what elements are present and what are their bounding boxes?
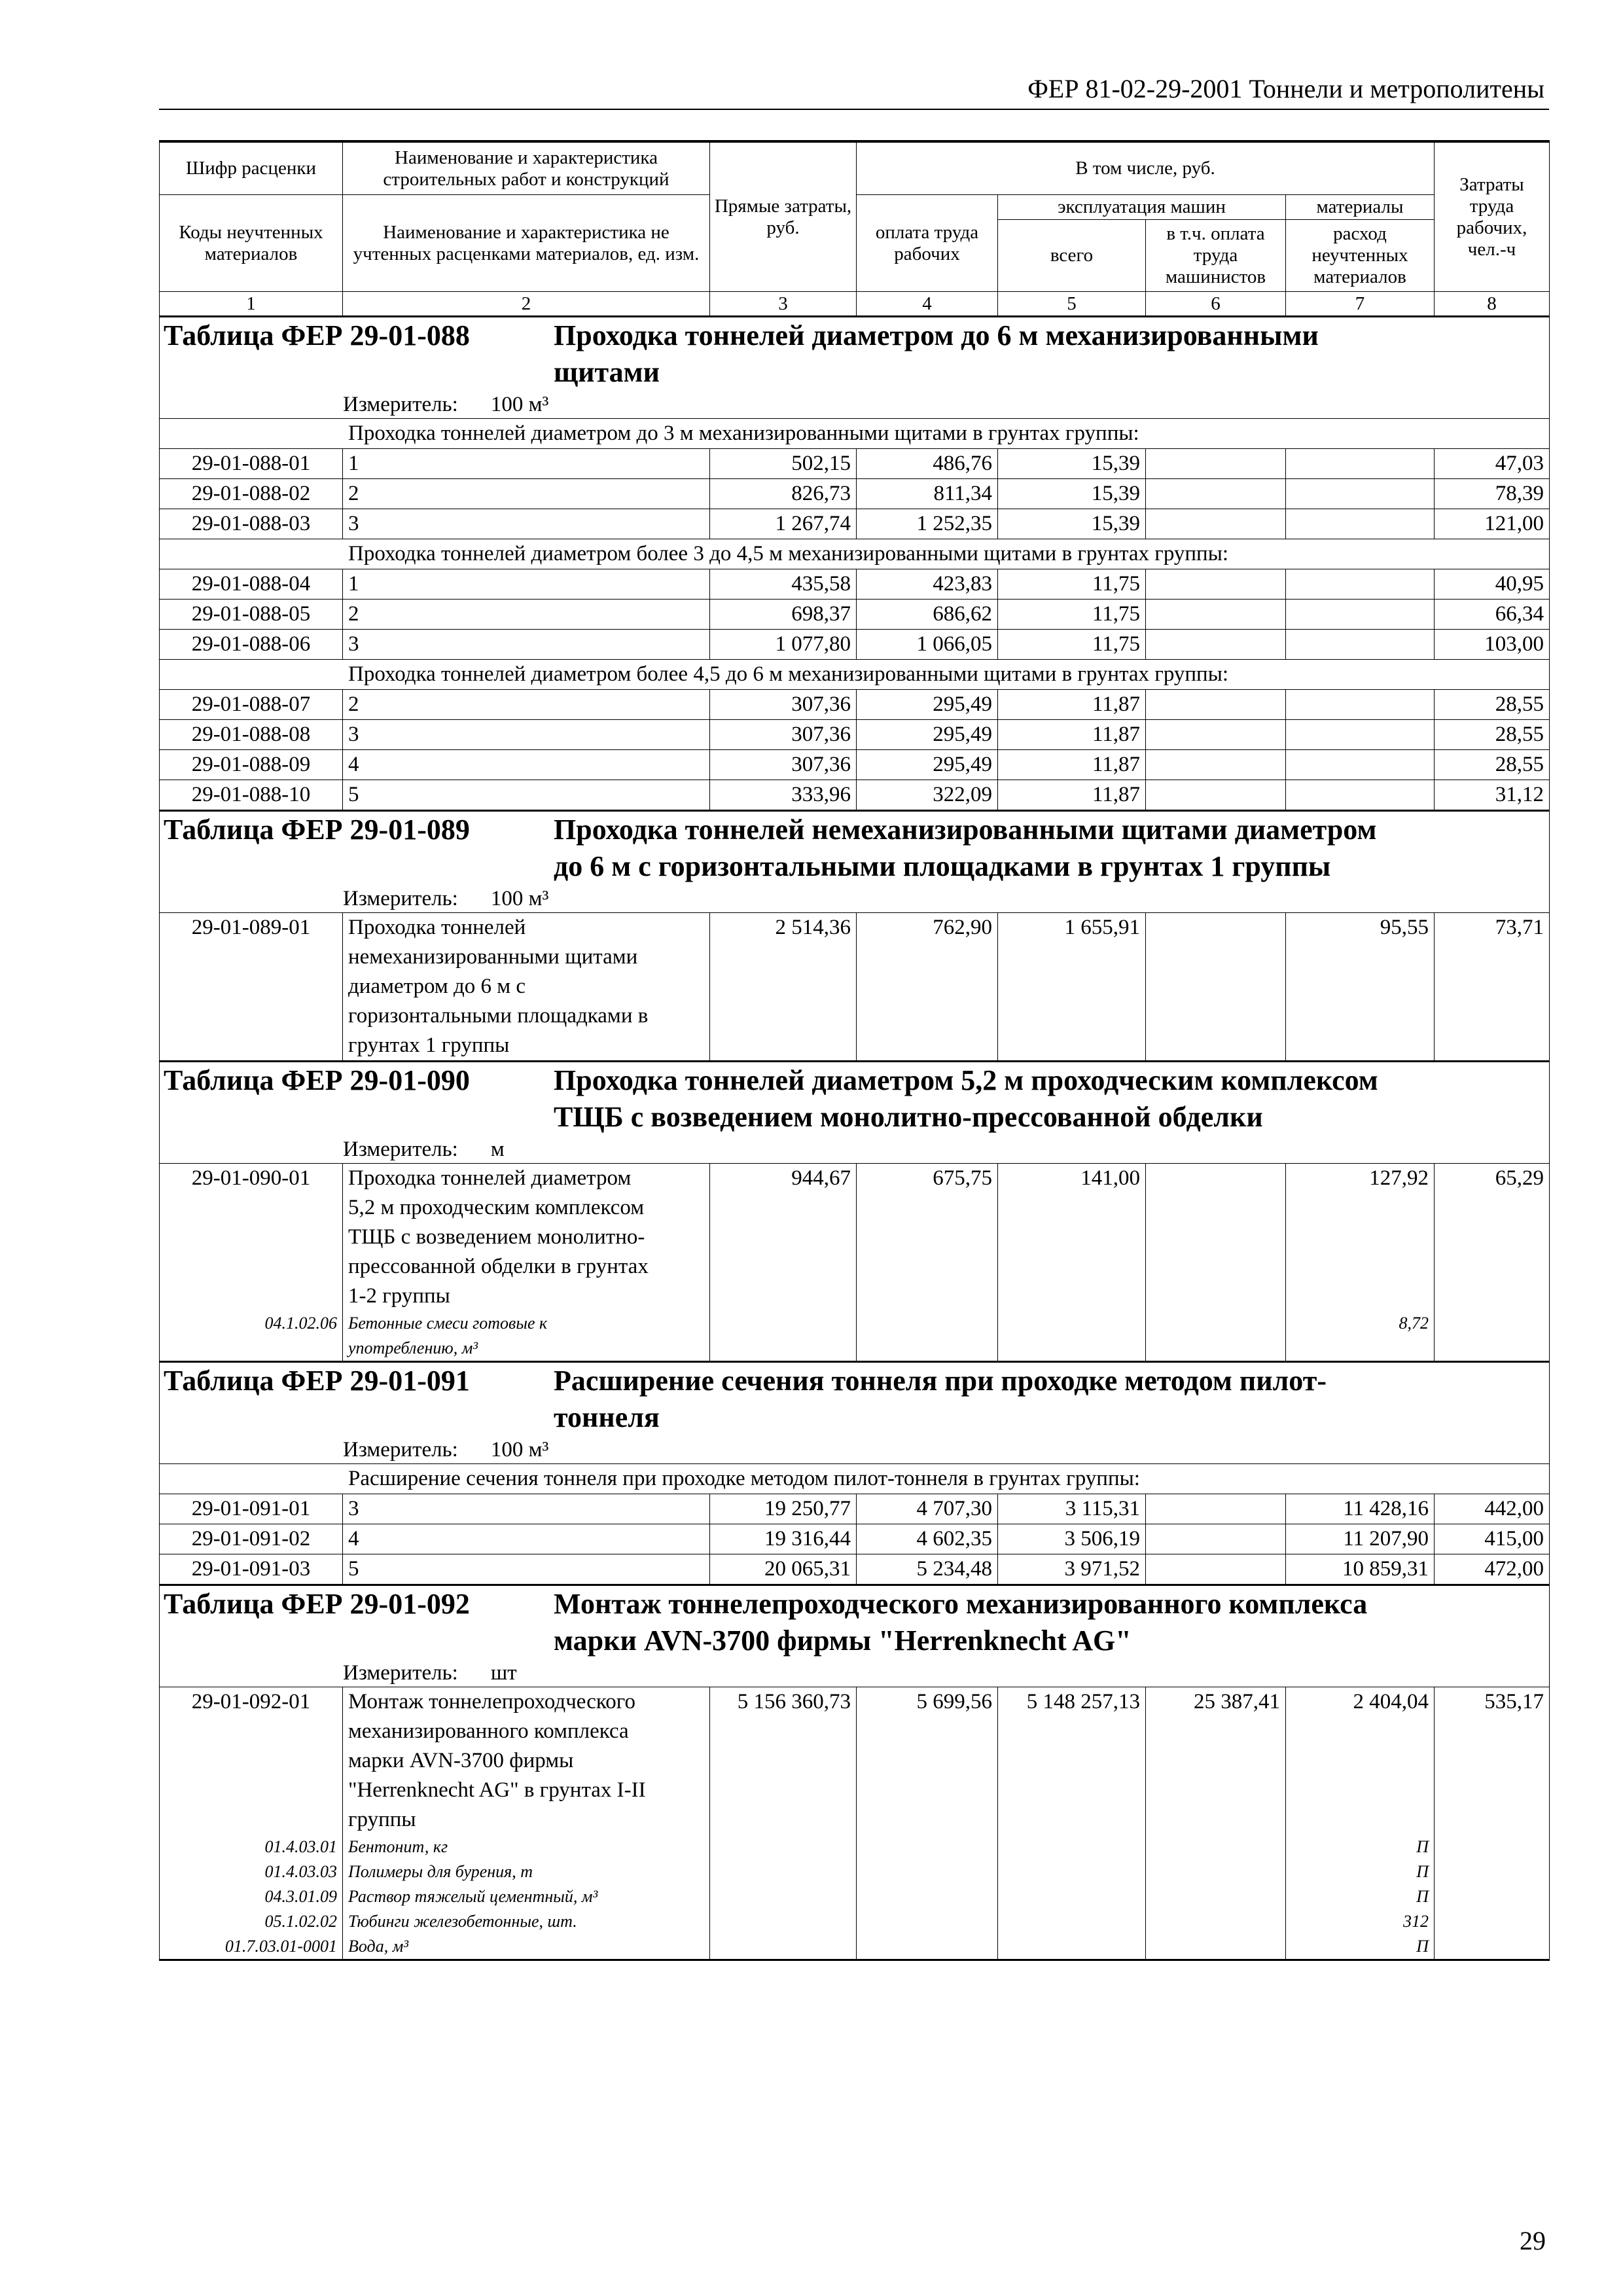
labor-hours: 40,95 <box>1435 569 1550 600</box>
column-number: 7 <box>1286 292 1435 317</box>
labor-pay: 295,49 <box>857 690 998 720</box>
direct-costs: 1 077,80 <box>710 630 857 660</box>
section-title-row <box>160 1585 1550 1687</box>
page-number: 29 <box>1520 2226 1546 2255</box>
subgroup-text: Проходка тоннелей диаметром до 3 м механизированными щитами в грунтах группы: <box>160 419 1550 449</box>
material-code: 01.4.03.01 <box>160 1835 343 1859</box>
column-number: 2 <box>343 292 710 317</box>
rate-code: 29-01-088-10 <box>160 780 343 811</box>
rate-code: 29-01-091-01 <box>160 1494 343 1524</box>
material-code: 04.3.01.09 <box>160 1884 343 1909</box>
table-title: Монтаж тоннелепроходческого механизированного комплекса марки AVN-3700 фирмы "Herrenknecht AG" <box>554 1588 1368 1657</box>
rate-code: 29-01-088-03 <box>160 509 343 539</box>
empty-cell <box>857 1909 998 1934</box>
empty-cell <box>710 1909 857 1934</box>
rate-code: 29-01-088-04 <box>160 569 343 600</box>
material-name: Бетонные смеси готовые к употреблению, м³ <box>343 1311 710 1362</box>
work-name: 5 <box>343 1554 710 1585</box>
measure-line <box>343 1659 1549 1687</box>
machinist-pay <box>1146 1554 1286 1585</box>
labor-hours: 121,00 <box>1435 509 1550 539</box>
labor-pay: 322,09 <box>857 780 998 811</box>
rate-code: 29-01-088-09 <box>160 750 343 780</box>
empty-cell <box>1146 1835 1286 1859</box>
running-head: ФЕР 81-02-29-2001 Тоннели и метрополитены <box>1027 74 1544 103</box>
labor-hours: 65,29 <box>1435 1164 1550 1312</box>
table-code: Таблица ФЕР 29-01-088 <box>164 319 470 351</box>
empty-cell <box>998 1859 1146 1884</box>
header-col4: оплата труда рабочих <box>857 195 998 292</box>
rate-code: 29-01-088-01 <box>160 449 343 479</box>
material-consumption: 312 <box>1286 1909 1435 1934</box>
header-rule <box>159 109 1549 110</box>
empty-cell <box>998 1835 1146 1859</box>
subgroup-text: Проходка тоннелей диаметром более 3 до 4,5 м механизированными щитами в грунтах группы: <box>160 539 1550 569</box>
machinist-pay <box>1146 1524 1286 1554</box>
material-name: Бентонит, кг <box>343 1835 710 1859</box>
empty-cell <box>857 1859 998 1884</box>
empty-cell <box>857 1835 998 1859</box>
work-name: Монтаж тоннелепроходческого механизированного комплекса марки AVN-3700 фирмы "Herrenknecht AG" в грунтах I-II группы <box>343 1687 710 1835</box>
machinist-pay <box>1146 630 1286 660</box>
header-row <box>160 141 1550 195</box>
machines-total: 11,75 <box>998 569 1146 600</box>
work-name: 3 <box>343 509 710 539</box>
table-code: Таблица ФЕР 29-01-091 <box>164 1365 470 1397</box>
direct-costs: 698,37 <box>710 600 857 630</box>
labor-hours: 47,03 <box>1435 449 1550 479</box>
materials-cost <box>1286 720 1435 750</box>
price-table <box>159 140 1550 1961</box>
section-title-row <box>160 1062 1550 1164</box>
material-consumption: П <box>1286 1934 1435 1960</box>
materials-cost <box>1286 569 1435 600</box>
direct-costs: 435,58 <box>710 569 857 600</box>
direct-costs: 944,67 <box>710 1164 857 1312</box>
labor-pay: 1 066,05 <box>857 630 998 660</box>
section-title <box>160 1363 1549 1463</box>
labor-pay: 486,76 <box>857 449 998 479</box>
header-col1-bottom: Коды неучтенных материалов <box>160 195 343 292</box>
section-title <box>160 1586 1549 1687</box>
rate-code: 29-01-091-03 <box>160 1554 343 1585</box>
materials-cost: 95,55 <box>1286 913 1435 1062</box>
material-row <box>160 1835 1550 1859</box>
machines-total: 11,87 <box>998 750 1146 780</box>
measure-label: Измеритель: <box>343 1138 458 1161</box>
header-col1-top: Шифр расценки <box>160 141 343 195</box>
work-name: 4 <box>343 1524 710 1554</box>
empty-cell <box>1146 1909 1286 1934</box>
materials-cost <box>1286 690 1435 720</box>
work-name: 3 <box>343 1494 710 1524</box>
empty-cell <box>1435 1835 1550 1859</box>
direct-costs: 19 250,77 <box>710 1494 857 1524</box>
subgroup-text: Расширение сечения тоннеля при проходке методом пилот-тоннеля в грунтах группы: <box>160 1464 1550 1494</box>
empty-cell <box>710 1934 857 1960</box>
labor-hours: 415,00 <box>1435 1524 1550 1554</box>
machinist-pay <box>1146 690 1286 720</box>
labor-pay: 295,49 <box>857 720 998 750</box>
material-row <box>160 1859 1550 1884</box>
table-title: Проходка тоннелей немеханизированными щитами диаметром до 6 м с горизонтальными площадками в грунтах 1 группы <box>554 814 1377 882</box>
material-name: Тюбинги железобетонные, шт. <box>343 1909 710 1934</box>
machines-total: 15,39 <box>998 509 1146 539</box>
header-col6: в т.ч. оплата труда машинистов <box>1146 220 1286 292</box>
materials-cost <box>1286 449 1435 479</box>
machines-total: 11,87 <box>998 690 1146 720</box>
material-row <box>160 1909 1550 1934</box>
labor-pay: 295,49 <box>857 750 998 780</box>
column-number: 8 <box>1435 292 1550 317</box>
material-code: 01.7.03.01-0001 <box>160 1934 343 1960</box>
rate-code: 29-01-091-02 <box>160 1524 343 1554</box>
machinist-pay: 25 387,41 <box>1146 1687 1286 1835</box>
work-name: 2 <box>343 600 710 630</box>
measure-label: Измеритель: <box>343 1661 458 1685</box>
work-name: 2 <box>343 479 710 509</box>
empty-cell <box>1146 1884 1286 1909</box>
section-title-cell <box>160 1362 1550 1464</box>
table-row <box>160 720 1550 750</box>
table-row <box>160 1687 1550 1835</box>
work-name: 1 <box>343 569 710 600</box>
machines-total: 11,87 <box>998 780 1146 811</box>
rate-code: 29-01-088-02 <box>160 479 343 509</box>
rate-code: 29-01-088-08 <box>160 720 343 750</box>
table-title: Проходка тоннелей диаметром до 6 м механизированными щитами <box>554 319 1319 388</box>
labor-hours: 73,71 <box>1435 913 1550 1062</box>
materials-cost: 10 859,31 <box>1286 1554 1435 1585</box>
table-row <box>160 1554 1550 1585</box>
labor-pay: 811,34 <box>857 479 998 509</box>
section-title-row <box>160 811 1550 913</box>
empty-cell <box>710 1835 857 1859</box>
measure-label: Измеритель: <box>343 887 458 910</box>
machinist-pay <box>1146 600 1286 630</box>
material-name: Полимеры для бурения, т <box>343 1859 710 1884</box>
measure-line <box>343 1436 1549 1463</box>
materials-cost <box>1286 479 1435 509</box>
empty-cell <box>1435 1859 1550 1884</box>
materials-cost: 2 404,04 <box>1286 1687 1435 1835</box>
machines-total: 5 148 257,13 <box>998 1687 1146 1835</box>
direct-costs: 20 065,31 <box>710 1554 857 1585</box>
labor-pay: 5 699,56 <box>857 1687 998 1835</box>
table-row <box>160 750 1550 780</box>
empty-cell <box>1435 1311 1550 1362</box>
labor-hours: 28,55 <box>1435 690 1550 720</box>
material-code: 04.1.02.06 <box>160 1311 343 1362</box>
table-row <box>160 780 1550 811</box>
machines-total: 1 655,91 <box>998 913 1146 1062</box>
labor-pay: 4 707,30 <box>857 1494 998 1524</box>
machines-total: 11,75 <box>998 600 1146 630</box>
subgroup-row <box>160 660 1550 690</box>
table-row <box>160 1494 1550 1524</box>
table-row <box>160 509 1550 539</box>
labor-pay: 4 602,35 <box>857 1524 998 1554</box>
rate-code: 29-01-088-06 <box>160 630 343 660</box>
material-code: 01.4.03.03 <box>160 1859 343 1884</box>
machinist-pay <box>1146 913 1286 1062</box>
work-name: 5 <box>343 780 710 811</box>
machinist-pay <box>1146 780 1286 811</box>
work-name: 1 <box>343 449 710 479</box>
empty-cell <box>998 1884 1146 1909</box>
rate-code: 29-01-090-01 <box>160 1164 343 1312</box>
labor-hours: 442,00 <box>1435 1494 1550 1524</box>
machinist-pay <box>1146 750 1286 780</box>
direct-costs: 307,36 <box>710 750 857 780</box>
materials-cost: 127,92 <box>1286 1164 1435 1312</box>
machines-total: 15,39 <box>998 479 1146 509</box>
direct-costs: 1 267,74 <box>710 509 857 539</box>
work-name: Проходка тоннелей немеханизированными щитами диаметром до 6 м с горизонтальными площадками в грунтах 1 группы <box>343 913 710 1062</box>
empty-cell <box>710 1859 857 1884</box>
measure-line <box>343 885 1549 912</box>
measure-line <box>343 391 1549 418</box>
materials-cost: 11 207,90 <box>1286 1524 1435 1554</box>
subgroup-row <box>160 419 1550 449</box>
materials-cost <box>1286 509 1435 539</box>
empty-cell <box>1146 1311 1286 1362</box>
machines-total: 15,39 <box>998 449 1146 479</box>
column-number: 1 <box>160 292 343 317</box>
labor-hours: 472,00 <box>1435 1554 1550 1585</box>
section-title <box>160 317 1549 418</box>
labor-hours: 535,17 <box>1435 1687 1550 1835</box>
machines-total: 11,75 <box>998 630 1146 660</box>
labor-hours: 28,55 <box>1435 750 1550 780</box>
work-name: 3 <box>343 630 710 660</box>
material-code: 05.1.02.02 <box>160 1909 343 1934</box>
rate-code: 29-01-088-05 <box>160 600 343 630</box>
table-code: Таблица ФЕР 29-01-089 <box>164 814 470 846</box>
material-name: Раствор тяжелый цементный, м³ <box>343 1884 710 1909</box>
materials-cost <box>1286 630 1435 660</box>
column-number: 4 <box>857 292 998 317</box>
labor-pay: 686,62 <box>857 600 998 630</box>
material-row <box>160 1884 1550 1909</box>
measure-unit: 100 м³ <box>490 393 549 416</box>
table-code: Таблица ФЕР 29-01-090 <box>164 1064 470 1096</box>
table-row <box>160 600 1550 630</box>
direct-costs: 5 156 360,73 <box>710 1687 857 1835</box>
measure-label: Измеритель: <box>343 393 458 416</box>
empty-cell <box>1435 1884 1550 1909</box>
work-name: 2 <box>343 690 710 720</box>
measure-line <box>343 1136 1549 1163</box>
header-col2-bottom: Наименование и характеристика не учтенных расценками материалов, ед. изм. <box>343 195 710 292</box>
material-name: Вода, м³ <box>343 1934 710 1960</box>
empty-cell <box>998 1934 1146 1960</box>
header-col5: всего <box>998 220 1146 292</box>
column-number: 5 <box>998 292 1146 317</box>
material-consumption: П <box>1286 1859 1435 1884</box>
labor-pay: 423,83 <box>857 569 998 600</box>
section-title-cell <box>160 317 1550 419</box>
column-numbers-row <box>160 292 1550 317</box>
direct-costs: 2 514,36 <box>710 913 857 1062</box>
table-row <box>160 690 1550 720</box>
measure-unit: шт <box>490 1661 517 1685</box>
machinist-pay <box>1146 1164 1286 1312</box>
section-title-row <box>160 1362 1550 1464</box>
direct-costs: 333,96 <box>710 780 857 811</box>
empty-cell <box>1146 1859 1286 1884</box>
section-title-cell <box>160 1585 1550 1687</box>
subgroup-row <box>160 539 1550 569</box>
materials-cost <box>1286 750 1435 780</box>
labor-hours: 103,00 <box>1435 630 1550 660</box>
machinist-pay <box>1146 449 1286 479</box>
machines-total: 3 506,19 <box>998 1524 1146 1554</box>
direct-costs: 826,73 <box>710 479 857 509</box>
material-row <box>160 1311 1550 1362</box>
empty-cell <box>710 1311 857 1362</box>
rate-code: 29-01-089-01 <box>160 913 343 1062</box>
measure-unit: 100 м³ <box>490 1438 549 1462</box>
header-col8: Затраты труда рабочих, чел.-ч <box>1435 141 1550 292</box>
direct-costs: 502,15 <box>710 449 857 479</box>
labor-pay: 1 252,35 <box>857 509 998 539</box>
section-title-row <box>160 317 1550 419</box>
column-number: 3 <box>710 292 857 317</box>
labor-pay: 762,90 <box>857 913 998 1062</box>
section-title-cell <box>160 811 1550 913</box>
empty-cell <box>1146 1934 1286 1960</box>
table-row <box>160 479 1550 509</box>
section-title <box>160 812 1549 912</box>
material-consumption: 8,72 <box>1286 1311 1435 1362</box>
table-row <box>160 1164 1550 1312</box>
subgroup-text: Проходка тоннелей диаметром более 4,5 до 6 м механизированными щитами в грунтах группы: <box>160 660 1550 690</box>
measure-unit: м <box>490 1138 505 1161</box>
table-row <box>160 569 1550 600</box>
direct-costs: 307,36 <box>710 690 857 720</box>
machines-total: 3 971,52 <box>998 1554 1146 1585</box>
column-number: 6 <box>1146 292 1286 317</box>
header-materials: материалы <box>1286 195 1435 220</box>
work-name: Проходка тоннелей диаметром 5,2 м проходческим комплексом ТЩБ с возведением монолитно- прессованной обделки в грунтах 1-2 группы <box>343 1164 710 1312</box>
material-row <box>160 1934 1550 1960</box>
materials-cost <box>1286 780 1435 811</box>
measure-unit: 100 м³ <box>490 887 549 910</box>
work-name: 4 <box>343 750 710 780</box>
labor-hours: 78,39 <box>1435 479 1550 509</box>
table-row <box>160 1524 1550 1554</box>
direct-costs: 19 316,44 <box>710 1524 857 1554</box>
labor-hours: 66,34 <box>1435 600 1550 630</box>
material-consumption: П <box>1286 1884 1435 1909</box>
machines-total: 3 115,31 <box>998 1494 1146 1524</box>
table-code: Таблица ФЕР 29-01-092 <box>164 1588 470 1620</box>
empty-cell <box>1435 1909 1550 1934</box>
header-machines: эксплуатация машин <box>998 195 1286 220</box>
machinist-pay <box>1146 1494 1286 1524</box>
material-consumption: П <box>1286 1835 1435 1859</box>
work-name: 3 <box>343 720 710 750</box>
header-col7: расход неучтенных материалов <box>1286 220 1435 292</box>
machinist-pay <box>1146 720 1286 750</box>
empty-cell <box>998 1311 1146 1362</box>
empty-cell <box>1435 1934 1550 1960</box>
header-col2-top: Наименование и характеристика строительных работ и конструкций <box>343 141 710 195</box>
empty-cell <box>857 1311 998 1362</box>
table-title: Расширение сечения тоннеля при проходке методом пилот- тоннеля <box>554 1365 1327 1433</box>
labor-pay: 675,75 <box>857 1164 998 1312</box>
labor-hours: 28,55 <box>1435 720 1550 750</box>
materials-cost: 11 428,16 <box>1286 1494 1435 1524</box>
table-row <box>160 449 1550 479</box>
machinist-pay <box>1146 569 1286 600</box>
empty-cell <box>857 1934 998 1960</box>
materials-cost <box>1286 600 1435 630</box>
measure-label: Измеритель: <box>343 1438 458 1462</box>
machinist-pay <box>1146 479 1286 509</box>
empty-cell <box>710 1884 857 1909</box>
empty-cell <box>998 1909 1146 1934</box>
direct-costs: 307,36 <box>710 720 857 750</box>
machines-total: 11,87 <box>998 720 1146 750</box>
table-row <box>160 913 1550 1062</box>
labor-pay: 5 234,48 <box>857 1554 998 1585</box>
rate-code: 29-01-092-01 <box>160 1687 343 1835</box>
rate-code: 29-01-088-07 <box>160 690 343 720</box>
table-title: Проходка тоннелей диаметром 5,2 м проходческим комплексом ТЩБ с возведением монолитно-прессованной обделки <box>554 1064 1378 1133</box>
section-title-cell <box>160 1062 1550 1164</box>
header-group: В том числе, руб. <box>857 141 1435 195</box>
labor-hours: 31,12 <box>1435 780 1550 811</box>
machines-total: 141,00 <box>998 1164 1146 1312</box>
empty-cell <box>857 1884 998 1909</box>
section-title <box>160 1062 1549 1163</box>
machinist-pay <box>1146 509 1286 539</box>
subgroup-row <box>160 1464 1550 1494</box>
header-col3: Прямые затраты, руб. <box>710 141 857 292</box>
table-row <box>160 630 1550 660</box>
